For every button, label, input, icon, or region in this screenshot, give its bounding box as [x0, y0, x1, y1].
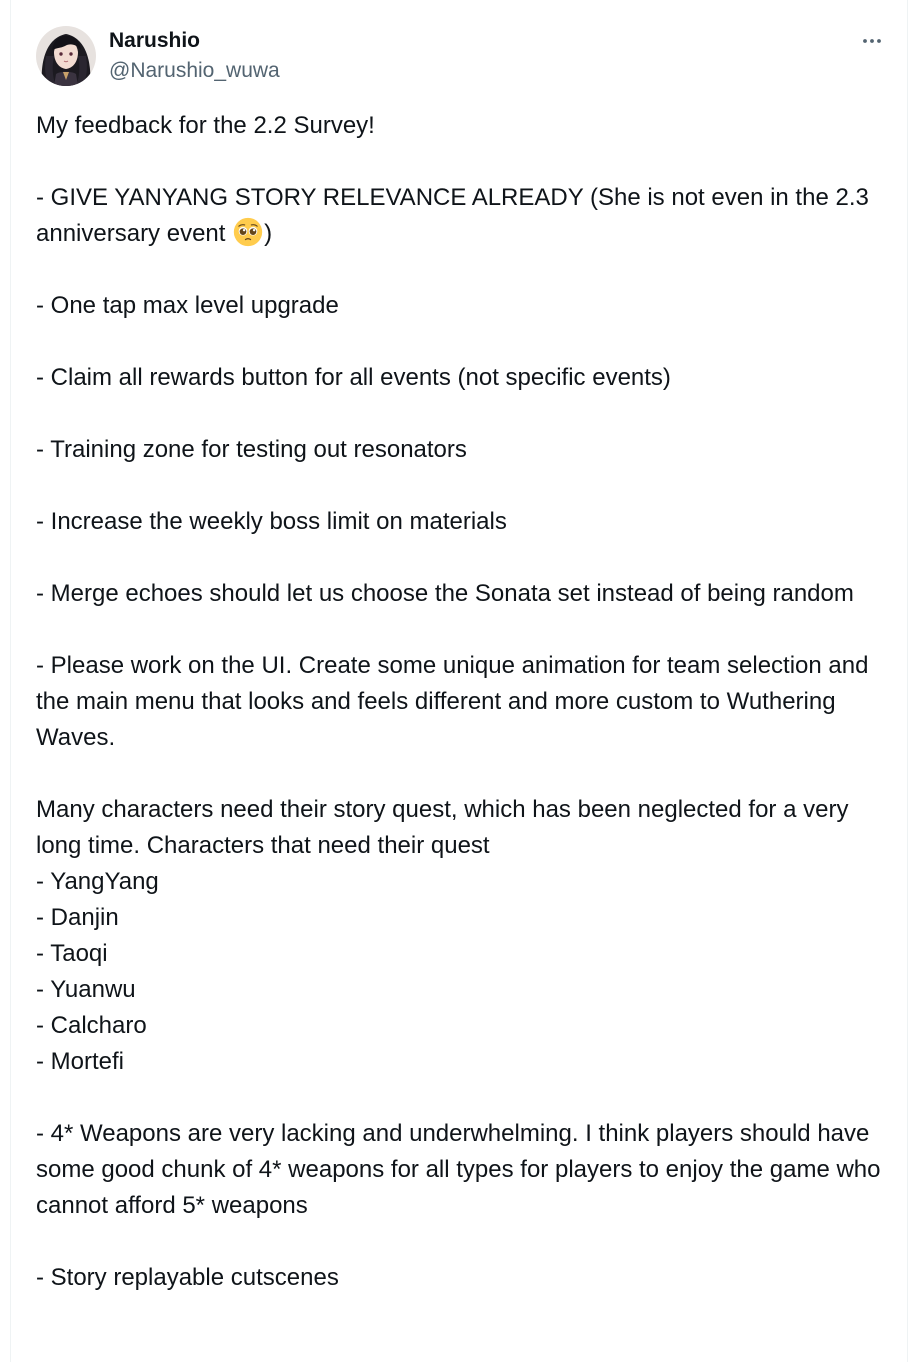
more-horizontal-icon	[860, 29, 884, 53]
avatar[interactable]	[36, 26, 96, 86]
tweet-intro: My feedback for the 2.2 Survey!	[36, 112, 375, 139]
more-options-button[interactable]	[855, 24, 889, 58]
feedback-item-yanyang-close: )	[264, 220, 273, 247]
character-list-item: - Danjin	[36, 904, 119, 931]
feedback-item-training: - Training zone for testing out resonators	[36, 436, 467, 463]
feedback-item-ui: - Please work on the UI. Create some unique animation for team selection and the main menu that looks and feels different and more custom to Wuthering Waves.	[36, 652, 869, 751]
avatar-image	[36, 26, 96, 86]
tweet-text	[36, 108, 896, 1296]
author-display-name[interactable]: Narushio	[109, 29, 201, 52]
feedback-item-cutscenes: - Story replayable cutscenes	[36, 1264, 339, 1291]
feedback-item-yanyang-text: - GIVE YANYANG STORY RELEVANCE ALREADY (She is not even in the 2.3 anniversary event	[36, 184, 869, 247]
story-quest-intro: Many characters need their story quest, which has been neglected for a very long time. Characters that need their quest	[36, 796, 849, 859]
feedback-item-weekly-boss: - Increase the weekly boss limit on materials	[36, 508, 507, 535]
author-handle[interactable]: @Narushio_wuwa	[109, 59, 280, 82]
feedback-item-yanyang	[36, 180, 896, 252]
feedback-item-merge-echoes: - Merge echoes should let us choose the Sonata set instead of being random	[36, 580, 854, 607]
character-list-item: - Mortefi	[36, 1048, 125, 1075]
character-list-item: - Taoqi	[36, 940, 108, 967]
character-list-item: - Yuanwu	[36, 976, 136, 1003]
feedback-item-one-tap: - One tap max level upgrade	[36, 292, 339, 319]
character-list-item: - Calcharo	[36, 1012, 147, 1039]
character-list-item: - YangYang	[36, 868, 159, 895]
feedback-item-claim-all: - Claim all rewards button for all events (not specific events)	[36, 364, 671, 391]
pleading-face-emoji	[233, 217, 263, 247]
feedback-item-weapons: - 4* Weapons are very lacking and underwhelming. I think players should have some good chunk of 4* weapons for all types for players to enjoy the game who cannot afford 5* weapons	[36, 1120, 881, 1219]
tweet-card	[10, 0, 908, 1362]
